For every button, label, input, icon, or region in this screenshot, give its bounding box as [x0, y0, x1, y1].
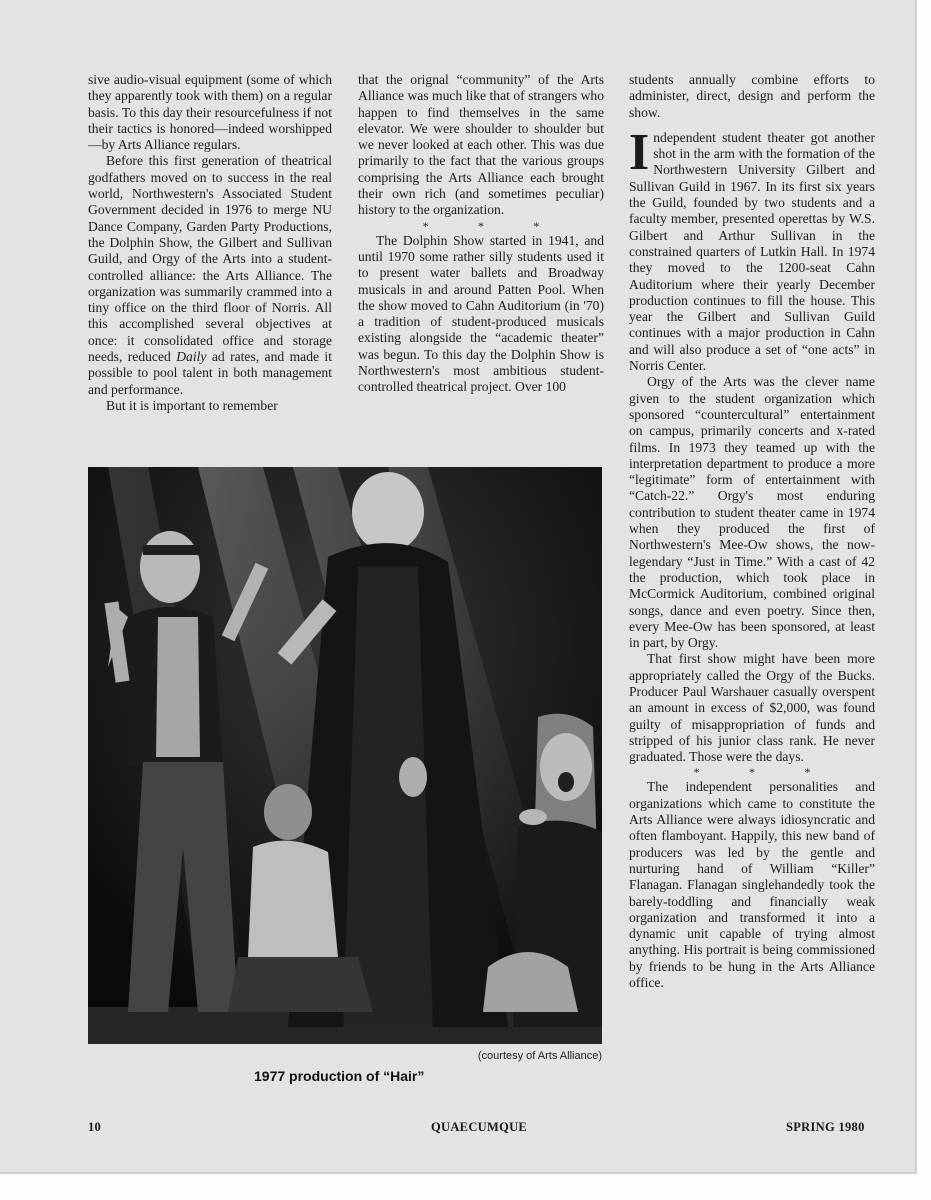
magazine-title: QUAECUMQUE: [431, 1120, 528, 1134]
italic-word: Daily: [176, 349, 207, 365]
hair-production-photo: [88, 467, 602, 1044]
paragraph: students annually combine efforts to administer, direct, design and perform the show.: [629, 72, 875, 120]
paragraph: that the orignal “community” of the Arts Alliance was much like that of strangers who happen to find themselves in the same elevator. We were shoulder to shoulder but we never looked at each other. This was due primarily to the fact that the various groups comprising the Arts Alliance each brought their own rich (and sometimes peculiar) history to the organization.: [358, 72, 604, 218]
paragraph: Orgy of the Arts was the clever name given to the student organization which sponsored “countercultural” entertainment on campus, primarily concerts and x-rated films. In 1973 they teamed up with the interpretation department to produce a more “legitimate” form of entertainment with “Catch-22.” Orgy's most enduring contribution to student theater came in 1974 when they produced the first of Northwestern's Mee-Ow shows, the now-legendary “Just in Time.” With a cast of 42 the production, which took place in McCormick Auditorium, combined original songs, dance and even poetry. Since then, every Mee-Ow has been sponsored, at least in part, by Orgy.: [629, 374, 875, 651]
issue-date: SPRING 1980: [786, 1120, 865, 1134]
photo-credit: (courtesy of Arts Alliance): [477, 1050, 602, 1062]
separator-star: *: [804, 765, 811, 780]
separator-star: *: [477, 218, 484, 233]
separator-star: *: [422, 218, 429, 233]
text-column-2: [358, 72, 604, 396]
separator-star: *: [748, 765, 755, 780]
paragraph: That first show might have been more appropriately called the Orgy of the Bucks. Producer Paul Warshauer casually overspent an amount in excess of $2,000, was found guilty of misappropriation of funds and stripped of his junior class rank. He never graduated. Those were the days.: [629, 651, 875, 765]
separator-star: *: [533, 218, 540, 233]
paragraph: [88, 153, 332, 397]
photo-illustration: [88, 467, 602, 1044]
paragraph-text: ndependent student theater got another shot in the arm with the formation of the Northwestern University Gilbert and Sullivan Guild in 1967. In its first six years the Guild, founded by two students and a faculty member, presented operettas by W.S. Gilbert and Arthur Sullivan in the constrained quarters of Lutkin Hall. In 1974 they moved to the 1200-seat Cahn Auditorium where their yearly December production continues to fill the house. This year the Gilbert and Sullivan Guild continues with a major production in Cahn and will also produce a set of “one acts” in Norris Center.: [629, 129, 875, 374]
paragraph: The Dolphin Show started in 1941, and until 1970 some rather silly students used it to present water ballets and Broadway musicals in and around Patten Pool. When the show moved to Cahn Auditorium (in '70) a tradition of student-produced musicals existing alongside the “academic theater” was begun. To this day the Dolphin Show is Northwestern's most ambitious student-controlled theatrical project. Over 100: [358, 232, 604, 395]
separator-star: *: [693, 765, 700, 780]
photo-caption: 1977 production of “Hair”: [254, 1068, 425, 1084]
paragraph: But it is important to remember: [106, 397, 278, 413]
page-number: 10: [88, 1120, 102, 1134]
text-column-1: [88, 72, 332, 414]
paragraph-text: Before this first generation of theatrical godfathers moved on to success in the real world, Northwestern's Associated Student Government decided in 1976 to merge NU Dance Company, Garden Party Productions, the Dolphin Show, the Gilbert and Sullivan Guild, and Orgy of the Arts into a student-controlled alliance: the Arts Alliance. The organization was summarily crammed into a tiny office on the third floor of Norris. All this accomplished several objectives at once: it consolidated office and storage needs, reduced: [88, 153, 332, 365]
paragraph-text: ad rates, and made it possible to pool talent in both management and performance.: [88, 349, 332, 397]
paragraph: The independent personalities and organizations which came to constitute the Arts Alliance were always idiosyncratic and often flamboyant. Happily, this new band of producers was led by the gentle and nurturing hand of William “Killer” Flanagan. Flanagan singlehandedly took the barely-toddling and financially weak organization and transformed it into a dynamic unit capable of trying almost anything. His portrait is being commissioned by friends to be hung in the Arts Alliance office.: [629, 779, 875, 991]
drop-cap: I: [629, 123, 650, 181]
section-separator: [358, 219, 604, 233]
section-separator: [629, 765, 875, 779]
text-column-3: [629, 72, 875, 991]
paragraph-with-dropcap: [629, 123, 875, 374]
paragraph: sive audio-visual equipment (some of which they apparently took with them) on a regular basis. To this day their resourcefulness if not their tactics is honored—indeed worshipped—by Arts Alliance regulars.: [88, 72, 332, 153]
